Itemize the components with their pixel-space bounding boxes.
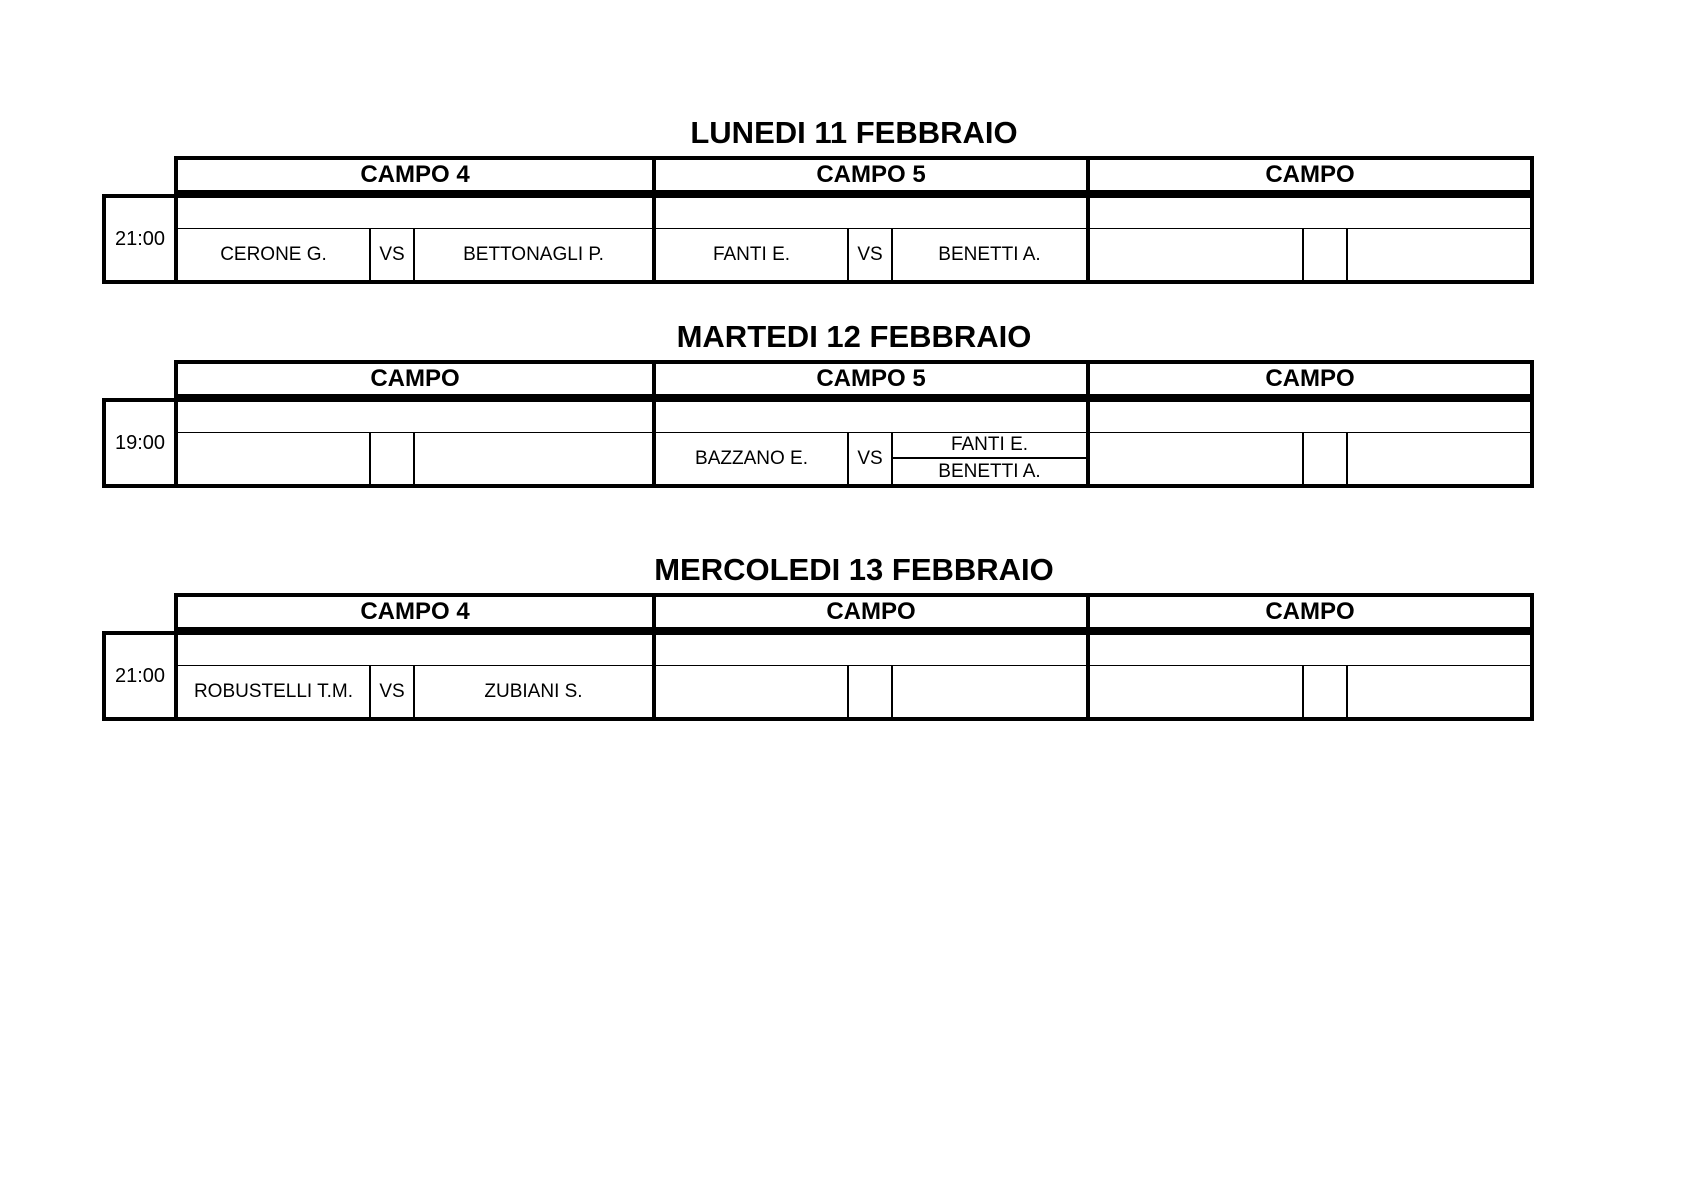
court-slot (1086, 402, 1530, 484)
court-header: CAMPO (370, 365, 460, 392)
player-home (656, 665, 849, 717)
vs-label: VS (849, 228, 893, 280)
court-slot (178, 198, 652, 280)
day-title: MERCOLEDI 13 FEBBRAIO (654, 552, 1054, 587)
match-row (102, 631, 1534, 721)
player-home: FANTI E. (656, 228, 849, 280)
vs-label (1304, 228, 1348, 280)
player-away (1348, 432, 1530, 484)
vs-label (849, 665, 893, 717)
player-home: CERONE G. (178, 228, 371, 280)
court-header-row (174, 593, 1534, 631)
player-home: ROBUSTELLI T.M. (178, 665, 371, 717)
player-home (1090, 432, 1304, 484)
court-slot (178, 402, 652, 484)
vs-label: VS (371, 665, 415, 717)
court-slot (652, 402, 1086, 484)
vs-label: VS (849, 432, 893, 484)
day-title: LUNEDI 11 FEBBRAIO (690, 115, 1018, 150)
player-away-pair (893, 432, 1086, 484)
court-slot (1086, 198, 1530, 280)
player-away (893, 665, 1086, 717)
vs-label (371, 432, 415, 484)
player-home (1090, 665, 1304, 717)
match-time: 21:00 (106, 198, 178, 280)
player-away (1348, 665, 1530, 717)
court-header: CAMPO (1086, 364, 1530, 394)
player-away: ZUBIANI S. (484, 681, 583, 702)
player-away-bottom: BENETTI A. (893, 457, 1086, 484)
court-header-row (174, 360, 1534, 398)
match-row (102, 398, 1534, 488)
court-header: CAMPO 5 (652, 364, 1086, 394)
vs-label (1304, 665, 1348, 717)
court-slot (178, 635, 652, 717)
court-slot (652, 635, 1086, 717)
player-away (415, 432, 652, 484)
court-slot (652, 198, 1086, 280)
player-home (178, 432, 371, 484)
player-away-top: FANTI E. (950, 433, 1029, 455)
player-away (1348, 228, 1530, 280)
match-time: 21:00 (106, 635, 178, 717)
court-slot (1086, 635, 1530, 717)
match-row (102, 194, 1534, 284)
court-header: CAMPO 4 (360, 161, 470, 188)
vs-label (1304, 432, 1348, 484)
player-home (1090, 228, 1304, 280)
vs-label: VS (371, 228, 415, 280)
day-title: MARTEDI 12 FEBBRAIO (676, 319, 1032, 354)
court-header: CAMPO (1086, 597, 1530, 627)
court-header: CAMPO 4 (360, 598, 470, 625)
court-header-row (174, 156, 1534, 194)
player-home: BAZZANO E. (656, 432, 849, 484)
player-away: BETTONAGLI P. (463, 244, 604, 265)
player-away: BENETTI A. (938, 244, 1041, 265)
court-header: CAMPO (1086, 160, 1530, 190)
match-time: 19:00 (106, 402, 178, 484)
court-header: CAMPO (652, 597, 1086, 627)
court-header: CAMPO 5 (652, 160, 1086, 190)
